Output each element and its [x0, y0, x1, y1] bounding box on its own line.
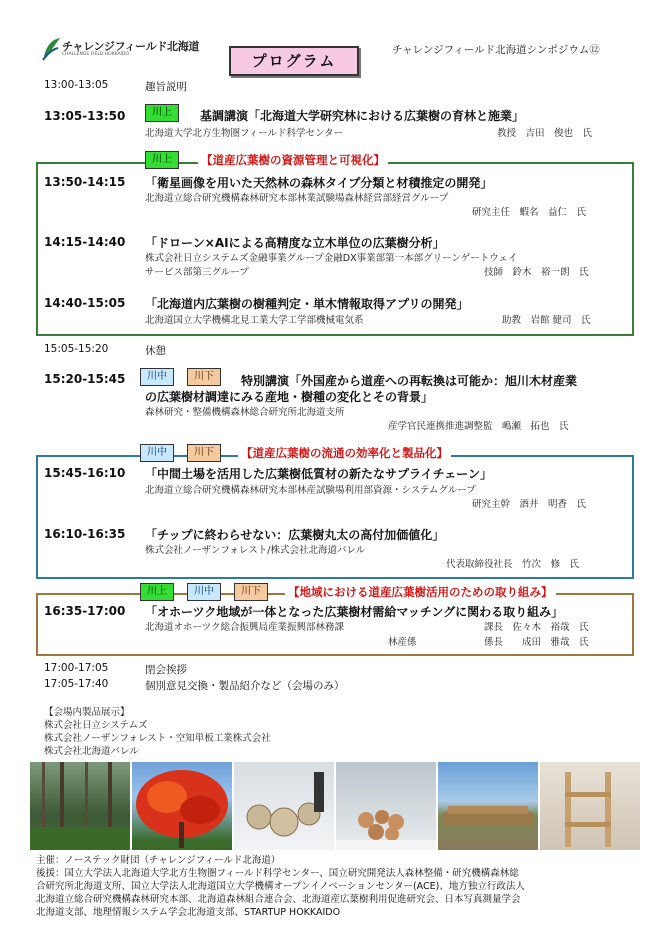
special-time: 15:20-15:45	[44, 372, 126, 386]
forest-photo	[30, 762, 130, 850]
talk3-time: 14:40-15:05	[44, 296, 126, 310]
logs-snow-photo	[234, 762, 334, 850]
leaf-logo-icon	[42, 36, 62, 62]
keynote-title: 基調講演「北海道大学研究林における広葉樹の育林と施業」	[200, 109, 525, 123]
talk1-time: 13:50-14:15	[44, 175, 126, 189]
footer-sponsors-line: 後援：国立大学法人北海道大学北方生物圏フィールド科学センター、国立研究開発法人森林整備・研究機構森林総	[36, 868, 519, 879]
talk6-person1: 課長 佐々木 裕哉 氏	[484, 622, 589, 633]
event-name: チャレンジフィールド北海道シンポジウム⑫	[392, 44, 600, 56]
footer-sponsors-line: 北海道支部、地理情報システム学会北海道支部、STARTUP HOKKAIDO	[36, 907, 341, 918]
exhibit-item: 株式会社日立システムズ	[44, 720, 148, 731]
wood-pile-photo	[336, 762, 436, 850]
tag-kawashimo: 川下	[187, 368, 221, 386]
section2-tag-kawashimo: 川下	[187, 444, 221, 462]
talk2-time: 14:15-14:40	[44, 235, 126, 249]
tag-kawakami: 川上	[145, 104, 179, 122]
talk4-time: 15:45-16:10	[44, 466, 126, 480]
section3-title: 【地域における道産広葉樹活用のための取り組み】	[285, 584, 556, 600]
opening-label: 趣旨説明	[145, 81, 187, 93]
talk2-org: 株式会社日立システムズ金融事業グループ金融DX事業部第一本部グリーンゲートウェイ	[145, 253, 518, 264]
talk1-org: 北海道立総合研究機構森林研究本部林業試験場森林経営部経営グループ	[145, 193, 449, 204]
logo-text: チャレンジフィールド北海道	[62, 40, 200, 53]
talk4-org: 北海道立総合研究機構森林研究本部林産試験場利用部資源・システムグループ	[145, 485, 476, 496]
talk3-person: 助教 岩館 健司 氏	[502, 315, 591, 326]
section3-tag-kawanaka: 川中	[187, 583, 221, 601]
exhibit-item: 株式会社北海道バレル	[44, 746, 139, 757]
keynote-org: 北海道大学北方生物圏フィールド科学センター	[145, 128, 344, 139]
keynote-time: 13:05-13:50	[44, 109, 126, 123]
closing-label: 閉会挨拶	[145, 664, 187, 676]
opening-time: 13:00-13:05	[44, 79, 109, 91]
page-title: プログラム	[229, 46, 359, 76]
talk4-title: 「中間土場を活用した広葉樹低質材の新たなサプライチェーン」	[145, 467, 493, 481]
section1-tag: 川上	[145, 151, 179, 169]
section1-title: 【道産広葉樹の資源管理と可視化】	[198, 152, 388, 168]
talk5-time: 16:10-16:35	[44, 527, 126, 541]
networking-label: 個別意見交換・製品紹介など（会場のみ）	[145, 680, 345, 692]
photo-strip	[30, 762, 640, 850]
section3-tag-kawashimo: 川下	[234, 583, 268, 601]
footer-sponsors-line: 合研究所北海道支所、国立大学法人北海道国立大学機構オープンイノベーションセンター(ACE)、地方独立行政法人	[36, 881, 525, 892]
talk2-org2: サービス部第三グループ	[145, 267, 249, 278]
special-person: 産学官民連携推進調整監 嶋瀬 拓也 氏	[388, 421, 569, 432]
break-label: 休憩	[145, 345, 166, 357]
talk2-person: 技師 鈴木 裕一朗 氏	[484, 267, 589, 278]
talk6-title: 「オホーツク地域が一体となった広葉樹材需給マッチングに関わる取り組み」	[145, 605, 564, 619]
talk5-person: 代表取締役社長 竹次 修 氏	[446, 559, 580, 570]
talk4-person: 研究主幹 酒井 明香 氏	[472, 499, 587, 510]
talk6-org2: 林産係	[388, 637, 417, 648]
footer-sponsors-line: 北海道立総合研究機構森林研究本部、北海道森林組合連合会、北海道産広葉樹利用促進研究会、日本写真測量学会	[36, 894, 521, 905]
log-yard-photo	[438, 762, 538, 850]
wooden-frame-photo	[540, 762, 640, 850]
section3-tag-kawakami: 川上	[140, 583, 174, 601]
logo	[42, 34, 200, 64]
special-title-line2: の広葉樹材調達にみる産地・樹種の変化とその背景」	[145, 390, 434, 404]
talk1-person: 研究主任 蝦名 益仁 氏	[472, 207, 587, 218]
talk3-title: 「北海道内広葉樹の樹種判定・単木情報取得アプリの開発」	[145, 297, 469, 311]
footer-organizer: 主催：ノーステック財団（チャレンジフィールド北海道）	[36, 855, 281, 866]
exhibits-heading: 【会場内製品展示】	[44, 707, 130, 718]
tag-kawanaka: 川中	[140, 368, 174, 386]
talk6-time: 16:35-17:00	[44, 604, 126, 618]
section2-title: 【道産広葉樹の流通の効率化と製品化】	[238, 445, 451, 461]
talk1-title: 「衛星画像を用いた天然林の森林タイプ分類と材積推定の開発」	[145, 176, 493, 190]
exhibit-item: 株式会社ノーザンフォレスト・空知単板工業株式会社	[44, 733, 271, 744]
special-title-line1: 特別講演「外国産から道産への再転換は可能か：旭川木材産業	[241, 374, 578, 388]
talk3-org: 北海道国立大学機構北見工業大学工学部機械電気系	[145, 315, 364, 326]
talk5-org: 株式会社ノーザンフォレスト/株式会社北海道バレル	[145, 545, 366, 556]
networking-time: 17:05-17:40	[44, 678, 109, 690]
special-org: 森林研究・整備機構森林総合研究所北海道支所	[145, 407, 345, 418]
talk5-title: 「チップに終わらせない：広葉樹丸太の高付加価値化」	[145, 528, 445, 542]
talk6-org: 北海道オホーツク総合振興局産業振興部林務課	[145, 622, 345, 633]
autumn-tree-photo	[132, 762, 232, 850]
logo-subtext: CHALLENGE FIELD HOKKAIDO	[62, 52, 129, 57]
break-time: 15:05-15:20	[44, 343, 109, 355]
talk2-title: 「ドローン×AIによる高精度な立木単位の広葉樹分析」	[145, 236, 445, 250]
section2-tag-kawanaka: 川中	[140, 444, 174, 462]
keynote-person: 教授 吉田 俊也 氏	[497, 128, 593, 139]
closing-time: 17:00-17:05	[44, 662, 109, 674]
talk6-person2: 係長 成田 雅哉 氏	[484, 637, 589, 648]
